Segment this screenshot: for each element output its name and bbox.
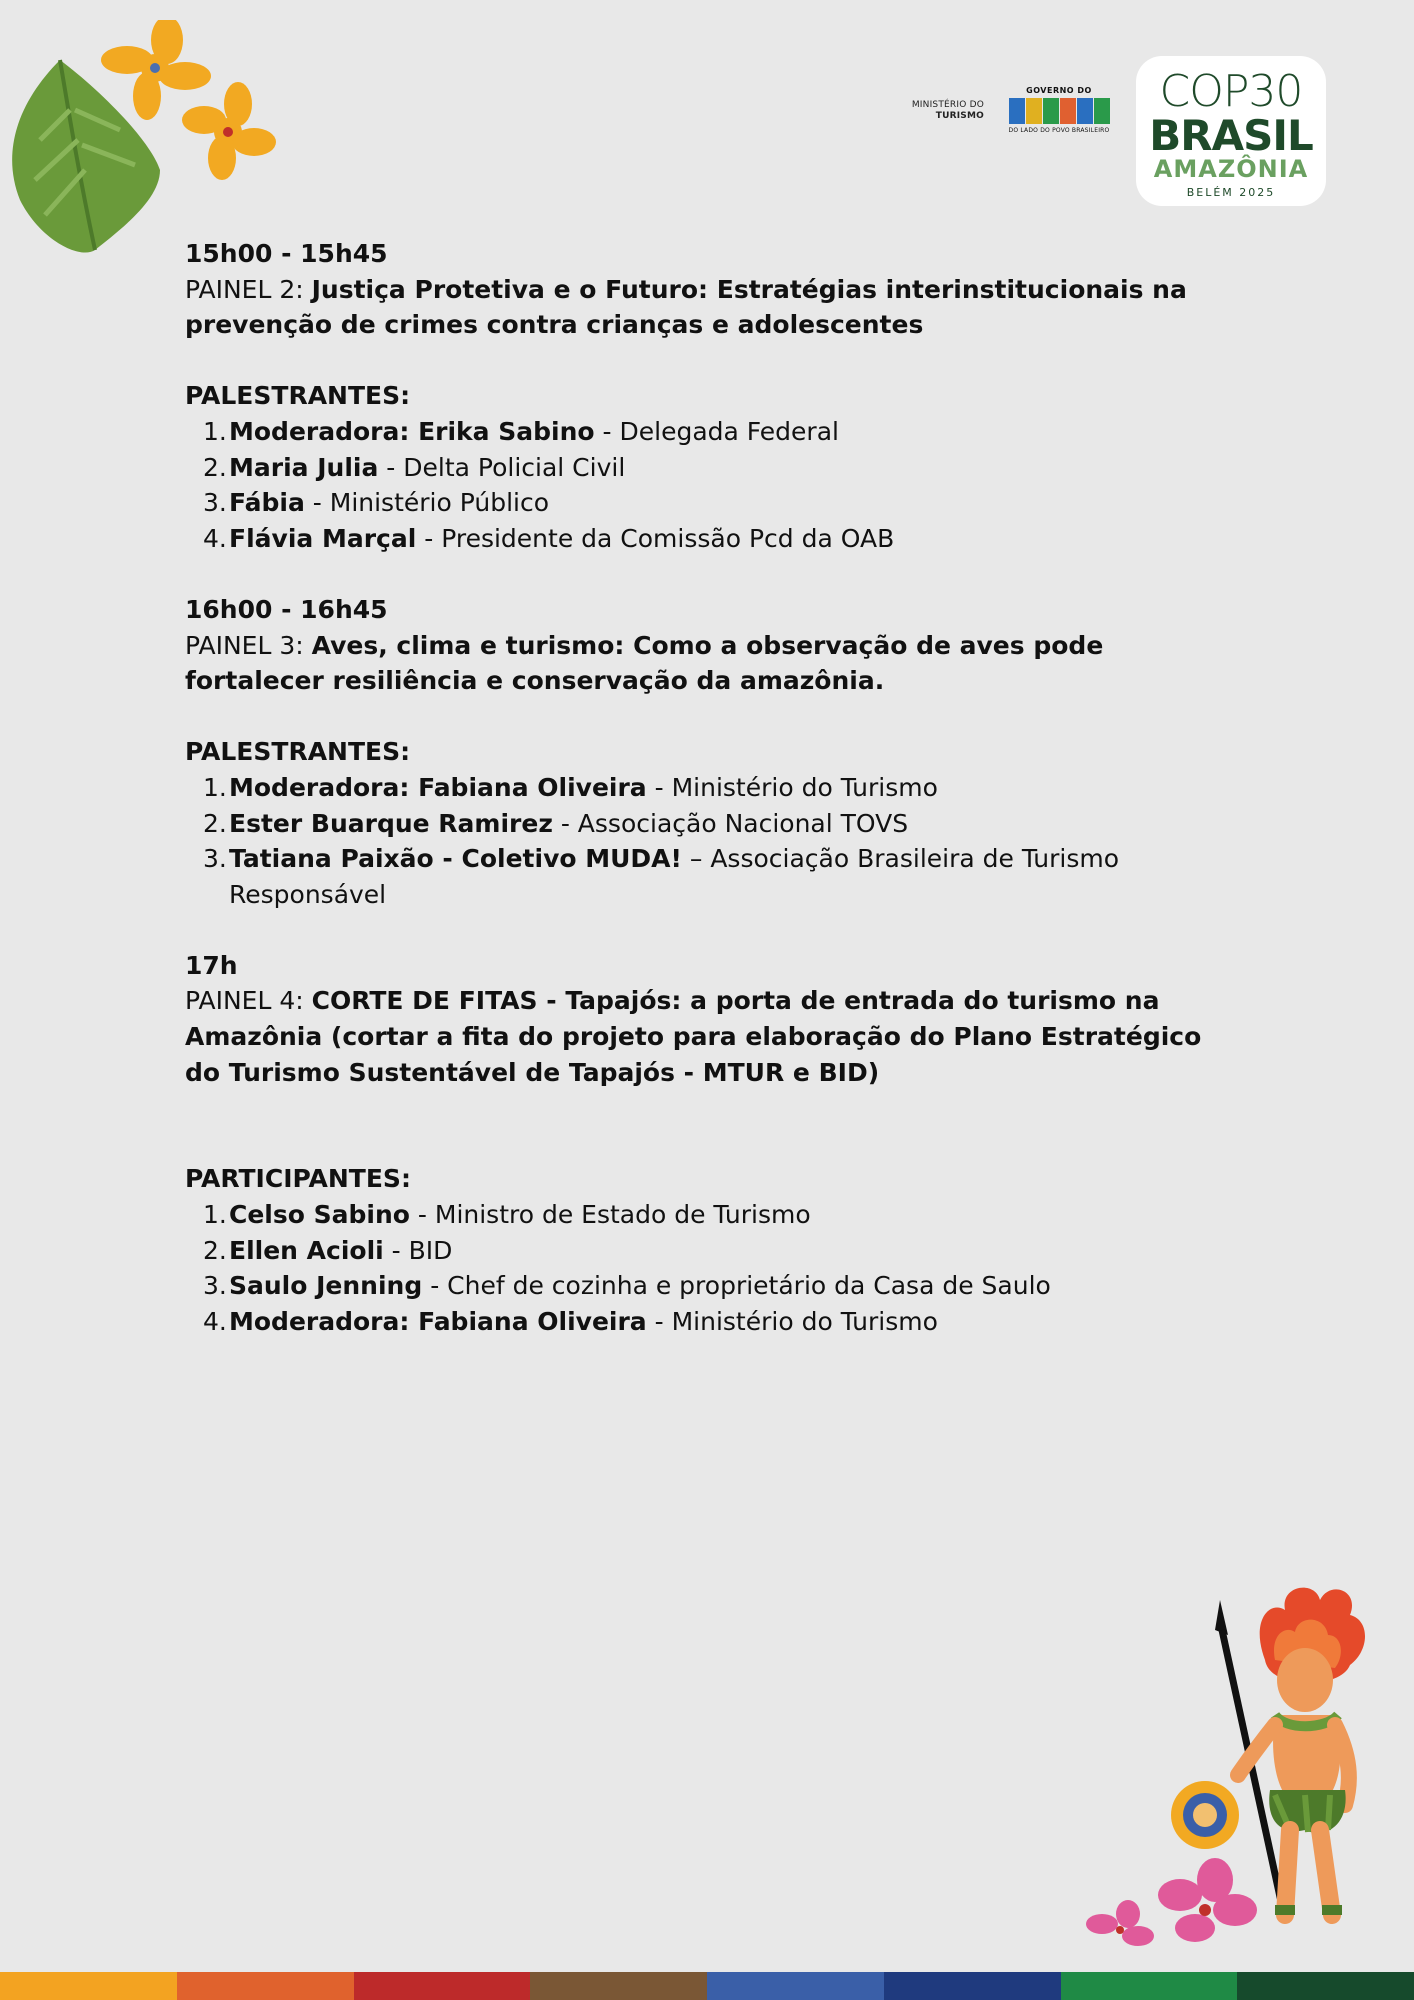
cop-line4: BELÉM 2025: [1186, 186, 1276, 199]
speaker-name: Moderadora: Erika Sabino: [229, 416, 595, 446]
panel-title-line: [185, 983, 1245, 1090]
participant-role: - Ministro de Estado de Turismo: [409, 1200, 811, 1230]
participants-heading: PARTICIPANTES:: [185, 1164, 411, 1194]
schedule-content: [185, 236, 1245, 1339]
participant-role: - BID: [383, 1235, 453, 1265]
speakers-list: [185, 414, 1245, 556]
stripe-segment: [530, 1972, 707, 2000]
participant-role: - Ministério do Turismo: [646, 1306, 938, 1336]
governo-top-text: GOVERNO DO: [1026, 86, 1092, 95]
speaker-role: - Delta Policial Civil: [378, 452, 626, 482]
stripe-segment: [1061, 1972, 1238, 2000]
panel-title: Justiça Protetiva e o Futuro: Estratégias interinstitucionais na prevenção de crimes contra crianças e adolescentes: [185, 274, 1187, 340]
speaker-name: Maria Julia: [229, 452, 379, 482]
session-time: 17h: [185, 950, 238, 980]
session-time: 15h00 - 15h45: [185, 239, 388, 268]
panel-title-line: [185, 628, 1245, 699]
brasil-word-blocks: [999, 98, 1119, 124]
participant-role: - Chef de cozinha e proprietário da Casa de Saulo: [422, 1271, 1051, 1301]
curupira-mascot-illustration: [1070, 1580, 1410, 1960]
participant-name: Saulo Jenning: [229, 1271, 423, 1301]
list-item: 3. Fábia - Ministério Público: [203, 488, 550, 518]
panel-prefix: PAINEL 4:: [185, 986, 312, 1016]
panel-title: Aves, clima e turismo: Como a observação de aves pode fortalecer resiliência e conservação da amazônia.: [185, 630, 1104, 696]
list-item: 1. Moderadora: Erika Sabino - Delegada Federal: [203, 416, 839, 446]
speaker-role: - Presidente da Comissão Pcd da OAB: [416, 523, 895, 553]
stripe-segment: [177, 1972, 354, 2000]
list-item: 2. Ellen Acioli - BID: [203, 1235, 453, 1265]
panel-prefix: PAINEL 2:: [185, 274, 312, 304]
cop-line1: COP30: [1159, 66, 1303, 117]
speaker-role: - Delegada Federal: [594, 416, 839, 446]
logos-area: [814, 0, 1414, 220]
cop30-logo: [1136, 56, 1326, 206]
speaker-role: - Ministério do Turismo: [646, 772, 938, 802]
list-item: 3. Tatiana Paixão - Coletivo MUDA! – Associação Brasileira de Turismo Responsável: [203, 844, 1120, 909]
list-item: 4. Moderadora: Fabiana Oliveira - Ministério do Turismo: [203, 1306, 938, 1336]
speaker-name: Ester Buarque Ramirez: [229, 808, 553, 838]
speaker-name: Flávia Marçal: [229, 523, 417, 553]
list-item: 1. Celso Sabino - Ministro de Estado de Turismo: [203, 1200, 811, 1230]
ministerio-line2: TURISMO: [935, 111, 984, 121]
session-painel-4: [185, 948, 1245, 1340]
list-item: 2. Ester Buarque Ramirez - Associação Nacional TOVS: [203, 808, 909, 838]
participant-name: Ellen Acioli: [229, 1235, 384, 1265]
stripe-segment: [884, 1972, 1061, 2000]
cop-line2: BRASIL: [1149, 111, 1313, 160]
speakers-heading: PALESTRANTES:: [185, 737, 411, 767]
speaker-role: - Associação Nacional TOVS: [552, 808, 909, 838]
list-item: 4. Flávia Marçal - Presidente da Comissão Pcd da OAB: [203, 523, 895, 553]
speaker-name: Moderadora: Fabiana Oliveira: [229, 772, 647, 802]
panel-title-line: [185, 272, 1245, 343]
leaf-flowers-decoration: [0, 20, 280, 270]
bottom-color-stripe: [0, 1972, 1414, 2000]
stripe-segment: [1237, 1972, 1414, 2000]
ministerio-line1: MINISTÉRIO DO: [911, 100, 984, 110]
cop-line3: AMAZÔNIA: [1153, 155, 1309, 183]
session-time: 16h00 - 16h45: [185, 594, 388, 624]
speakers-heading: PALESTRANTES:: [185, 381, 411, 411]
panel-prefix: PAINEL 3:: [185, 630, 312, 660]
stripe-segment: [707, 1972, 884, 2000]
participants-list: [185, 1197, 1245, 1339]
speaker-name: Tatiana Paixão - Coletivo MUDA!: [229, 844, 682, 874]
list-item: 1. Moderadora: Fabiana Oliveira - Ministério do Turismo: [203, 772, 938, 802]
stripe-segment: [354, 1972, 531, 2000]
stripe-segment: [0, 1972, 177, 2000]
ministerio-turismo-logo: [894, 100, 984, 122]
panel-title: CORTE DE FITAS - Tapajós: a porta de entrada do turismo na Amazônia (cortar a fita do projeto para elaboração do Plano Estratégico do Turismo Sustentável de Tapajós - MTUR e BID): [185, 986, 1202, 1087]
speakers-list: [185, 770, 1245, 912]
governo-brasil-logo: [999, 86, 1119, 134]
list-item: 2. Maria Julia - Delta Policial Civil: [203, 452, 626, 482]
participant-name: Celso Sabino: [229, 1200, 410, 1230]
session-painel-3: [185, 592, 1245, 912]
speaker-role: – Associação Brasileira de Turismo Responsável: [229, 844, 1120, 909]
list-item: 3. Saulo Jenning - Chef de cozinha e proprietário da Casa de Saulo: [203, 1271, 1051, 1301]
session-painel-2: [185, 236, 1245, 556]
speaker-name: Fábia: [229, 488, 305, 518]
governo-sub-text: DO LADO DO POVO BRASILEIRO: [1008, 127, 1110, 134]
speaker-role: - Ministério Público: [304, 488, 550, 518]
participant-name: Moderadora: Fabiana Oliveira: [229, 1306, 647, 1336]
